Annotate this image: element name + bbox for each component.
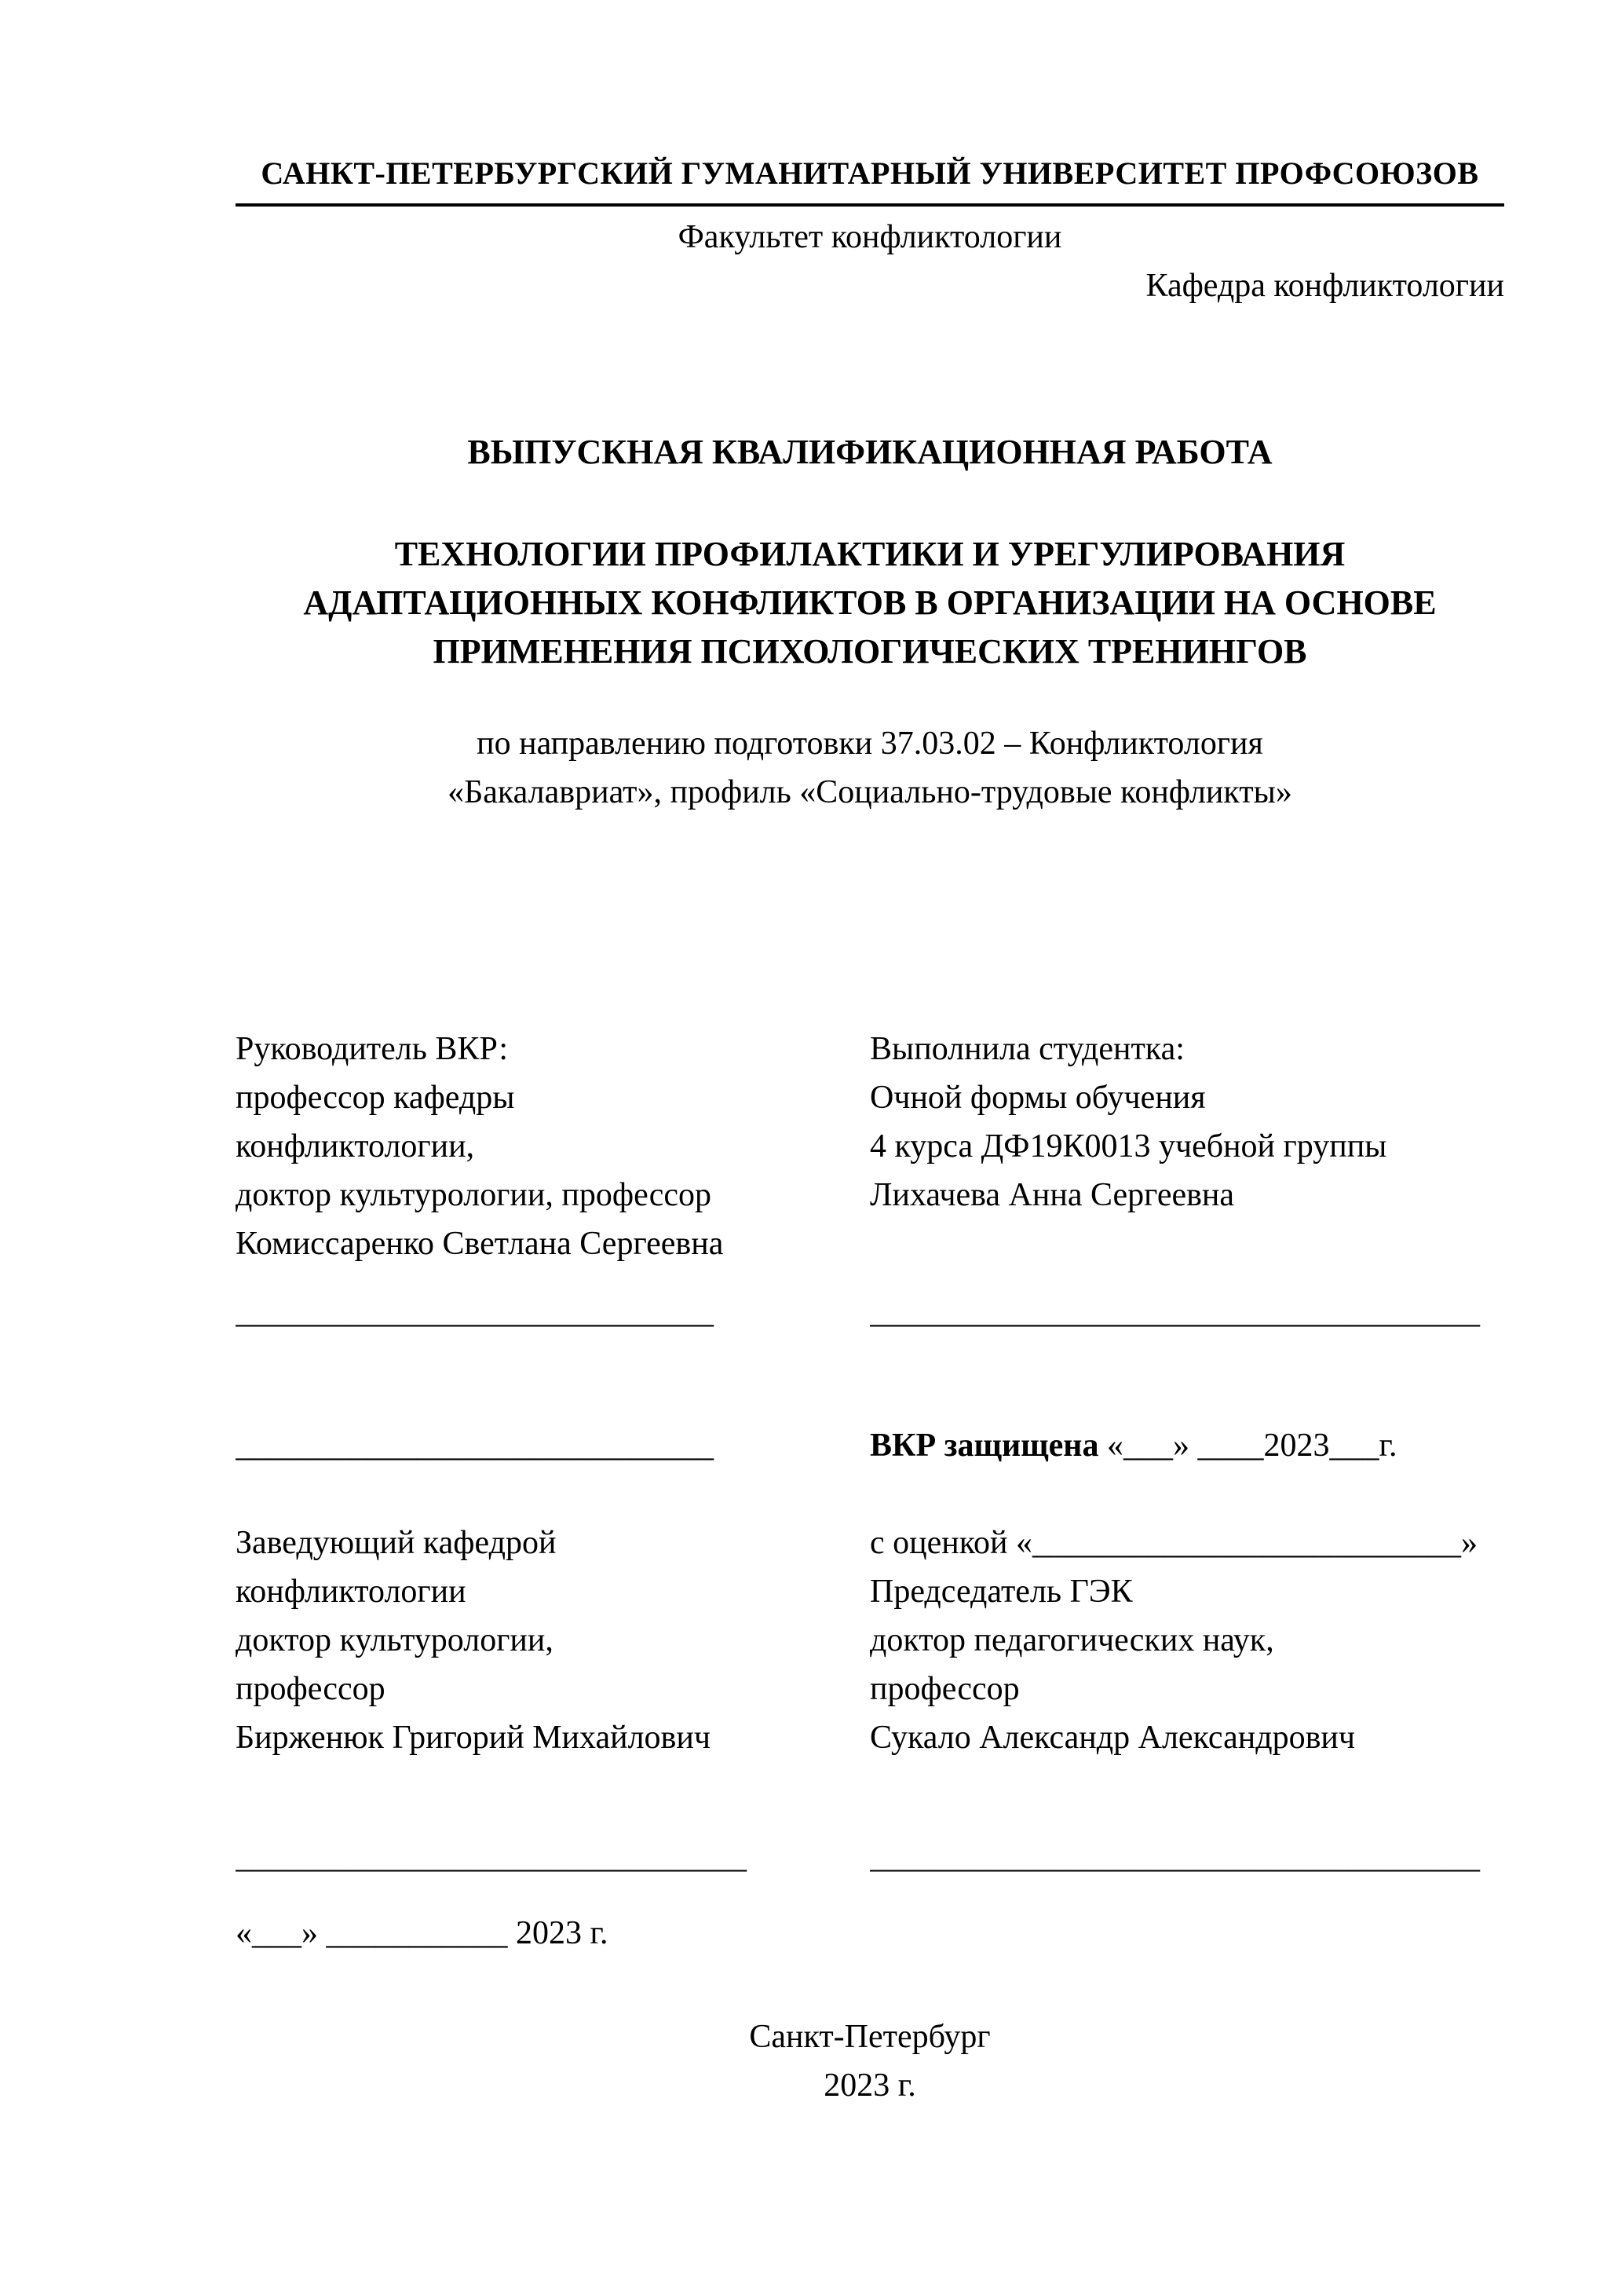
head-line-1: Заведующий кафедрой xyxy=(236,1525,557,1561)
thesis-title-line-3: ПРИМЕНЕНИЯ ПСИХОЛОГИЧЕСКИХ ТРЕНИНГОВ xyxy=(433,632,1307,671)
student-block xyxy=(870,1025,1504,1219)
program-profile: «Бакалавриат», профиль «Социально-трудовые конфликты» xyxy=(448,774,1292,810)
thesis-title xyxy=(236,530,1504,676)
supervisor-signature-line: _____________________________ xyxy=(236,1294,714,1330)
signature-lines-row-2 xyxy=(236,1833,1504,1881)
grade-line: с оценкой «__________________________» xyxy=(870,1525,1478,1561)
head-signature-line: _______________________________ xyxy=(236,1839,747,1875)
faculty-name: Факультет конфликтологии xyxy=(678,219,1062,255)
thesis-title-line-1: ТЕХНОЛОГИИ ПРОФИЛАКТИКИ И УРЕГУЛИРОВАНИЯ xyxy=(394,535,1346,573)
signature-section xyxy=(236,1025,1504,1958)
page-footer xyxy=(236,2013,1504,2110)
page-content xyxy=(236,153,1504,2110)
chair-line-2: доктор педагогических наук, xyxy=(870,1622,1274,1658)
footer-city: Санкт-Петербург xyxy=(749,2019,991,2055)
thesis-title-line-2: АДАПТАЦИОННЫХ КОНФЛИКТОВ В ОРГАНИЗАЦИИ НА ОСНОВЕ xyxy=(303,583,1437,622)
supervisor-name: Комиссаренко Светлана Сергеевна xyxy=(236,1226,724,1262)
department-name: Кафедра конфликтологии xyxy=(1145,268,1504,304)
program-direction: по направлению подготовки 37.03.02 – Конфликтология xyxy=(477,726,1263,762)
date-row xyxy=(236,1909,1504,1958)
student-signature-line: _____________________________________ xyxy=(870,1294,1480,1330)
student-line-1: Очной формы обучения xyxy=(870,1080,1206,1116)
defense-date-blank: «___» ____2023___г. xyxy=(1098,1428,1397,1464)
footer-year: 2023 г. xyxy=(824,2067,916,2104)
head-of-department-block xyxy=(236,1519,870,1762)
student-role-label: Выполнила студентка: xyxy=(870,1031,1185,1067)
roles-row xyxy=(236,1025,1504,1268)
supervisor-line-1: профессор кафедры xyxy=(236,1080,515,1116)
head-signature-line-top: _____________________________ xyxy=(236,1428,714,1464)
head-line-3: доктор культурологии, xyxy=(236,1622,553,1658)
program-info xyxy=(236,719,1504,817)
supervisor-block xyxy=(236,1025,870,1268)
gek-chair-block xyxy=(870,1519,1504,1762)
head-name: Бирженюк Григорий Михайлович xyxy=(236,1720,711,1756)
university-name: САНКТ-ПЕТЕРБУРГСКИЙ ГУМАНИТАРНЫЙ УНИВЕРСИТЕТ ПРОФСОЮЗОВ xyxy=(236,153,1504,207)
work-type-heading: ВЫПУСКНАЯ КВАЛИФИКАЦИОННАЯ РАБОТА xyxy=(467,433,1273,471)
officials-row xyxy=(236,1519,1504,1762)
supervisor-line-2: конфликтологии, xyxy=(236,1128,475,1164)
head-line-4: профессор xyxy=(236,1671,385,1707)
head-line-2: конфликтологии xyxy=(236,1574,466,1610)
defense-date-line xyxy=(870,1421,1504,1470)
chair-line-3: профессор xyxy=(870,1671,1020,1707)
supervisor-line-3: доктор культурологии, профессор xyxy=(236,1177,712,1213)
chair-signature-line: _____________________________________ xyxy=(870,1839,1480,1875)
chair-line-1: Председатель ГЭК xyxy=(870,1574,1133,1610)
student-line-2: 4 курса ДФ19К0013 учебной группы xyxy=(870,1128,1387,1164)
supervisor-role-label: Руководитель ВКР: xyxy=(236,1031,509,1067)
chair-name: Сукало Александр Александрович xyxy=(870,1720,1356,1756)
head-date-line: «___» ___________ 2023 г. xyxy=(236,1915,608,1951)
signature-lines-row-1 xyxy=(236,1288,1504,1336)
defense-row xyxy=(236,1421,1504,1470)
defense-date-label: ВКР защищена xyxy=(870,1428,1099,1464)
student-name: Лихачева Анна Сергеевна xyxy=(870,1177,1235,1213)
